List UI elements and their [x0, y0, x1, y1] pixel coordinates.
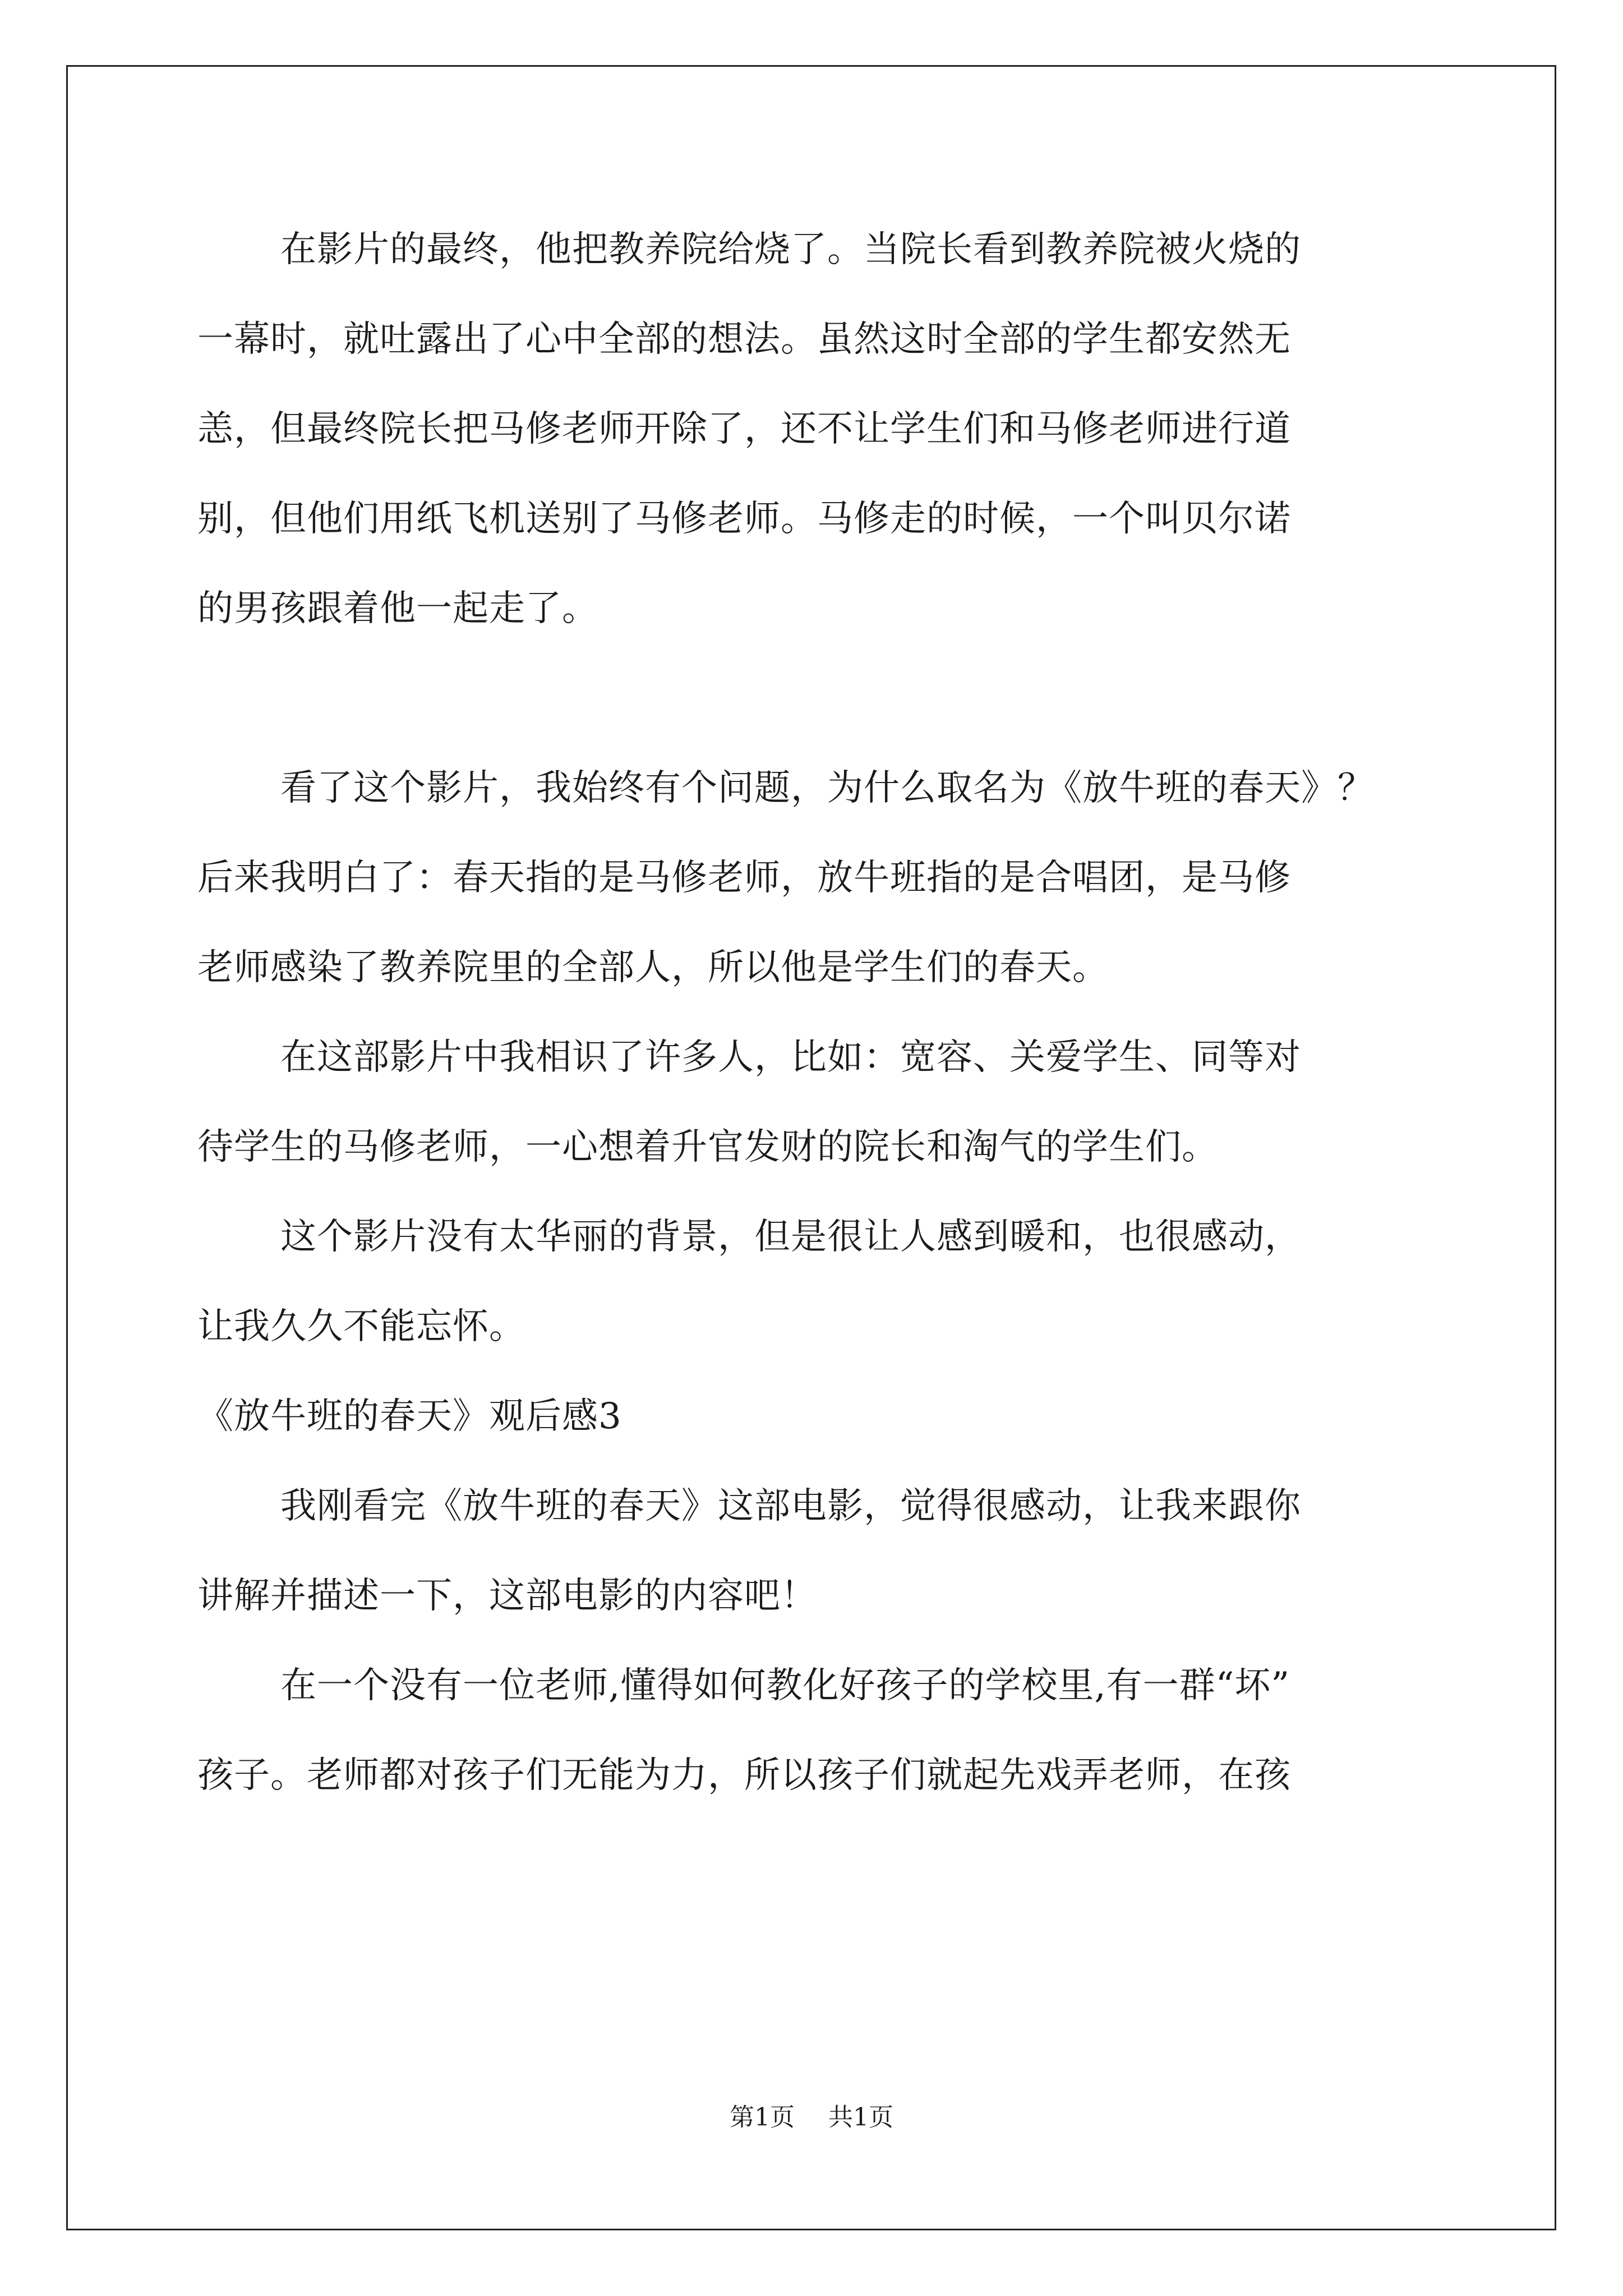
paragraph-line: 我刚看完《放牛班的春天》这部电影，觉得很感动，让我来跟你 — [280, 1485, 1301, 1527]
paragraph-line: 的男孩跟着他一起走了。 — [197, 588, 598, 629]
paragraph-line: 在一个没有一位老师,懂得如何教化好孩子的学校里,有一群“坏” — [280, 1665, 1290, 1706]
paragraph-line: 恙，但最终院长把马修老师开除了，还不让学生们和马修老师进行道 — [197, 408, 1291, 450]
paragraph-line: 孩子。老师都对孩子们无能为力，所以孩子们就起先戏弄老师，在孩 — [197, 1755, 1291, 1796]
section-heading: 《放牛班的春天》观后感3 — [197, 1396, 622, 1437]
paragraph-line: 看了这个影片，我始终有个问题，为什么取名为《放牛班的春天》？ — [280, 767, 1374, 809]
paragraph-line: 在影片的最终，他把教养院给烧了。当院长看到教养院被火烧的 — [280, 229, 1301, 270]
page-footer — [0, 2101, 1623, 2134]
paragraph-line: 这个影片没有太华丽的背景，但是很让人感到暖和，也很感动， — [280, 1216, 1301, 1258]
paragraph-line: 在这部影片中我相识了许多人，比如：宽容、关爱学生、同等对 — [280, 1037, 1301, 1078]
paragraph-line: 后来我明白了：春天指的是马修老师，放牛班指的是合唱团，是马修 — [197, 857, 1291, 899]
paragraph-line: 讲解并描述一下，这部电影的内容吧！ — [197, 1575, 817, 1617]
paragraph-line: 让我久久不能忘怀。 — [197, 1306, 525, 1347]
page-number-current: 第1页 — [730, 2103, 795, 2132]
paragraph-line: 老师感染了教养院里的全部人，所以他是学生们的春天。 — [197, 947, 1109, 988]
page-number-total: 共1页 — [828, 2103, 893, 2132]
paragraph-line: 一幕时，就吐露出了心中全部的想法。虽然这时全部的学生都安然无 — [197, 319, 1291, 360]
paragraph-line: 别，但他们用纸飞机送别了马修老师。马修走的时候，一个叫贝尔诺 — [197, 498, 1291, 540]
paragraph-line: 待学生的马修老师，一心想着升官发财的院长和淘气的学生们。 — [197, 1126, 1218, 1168]
